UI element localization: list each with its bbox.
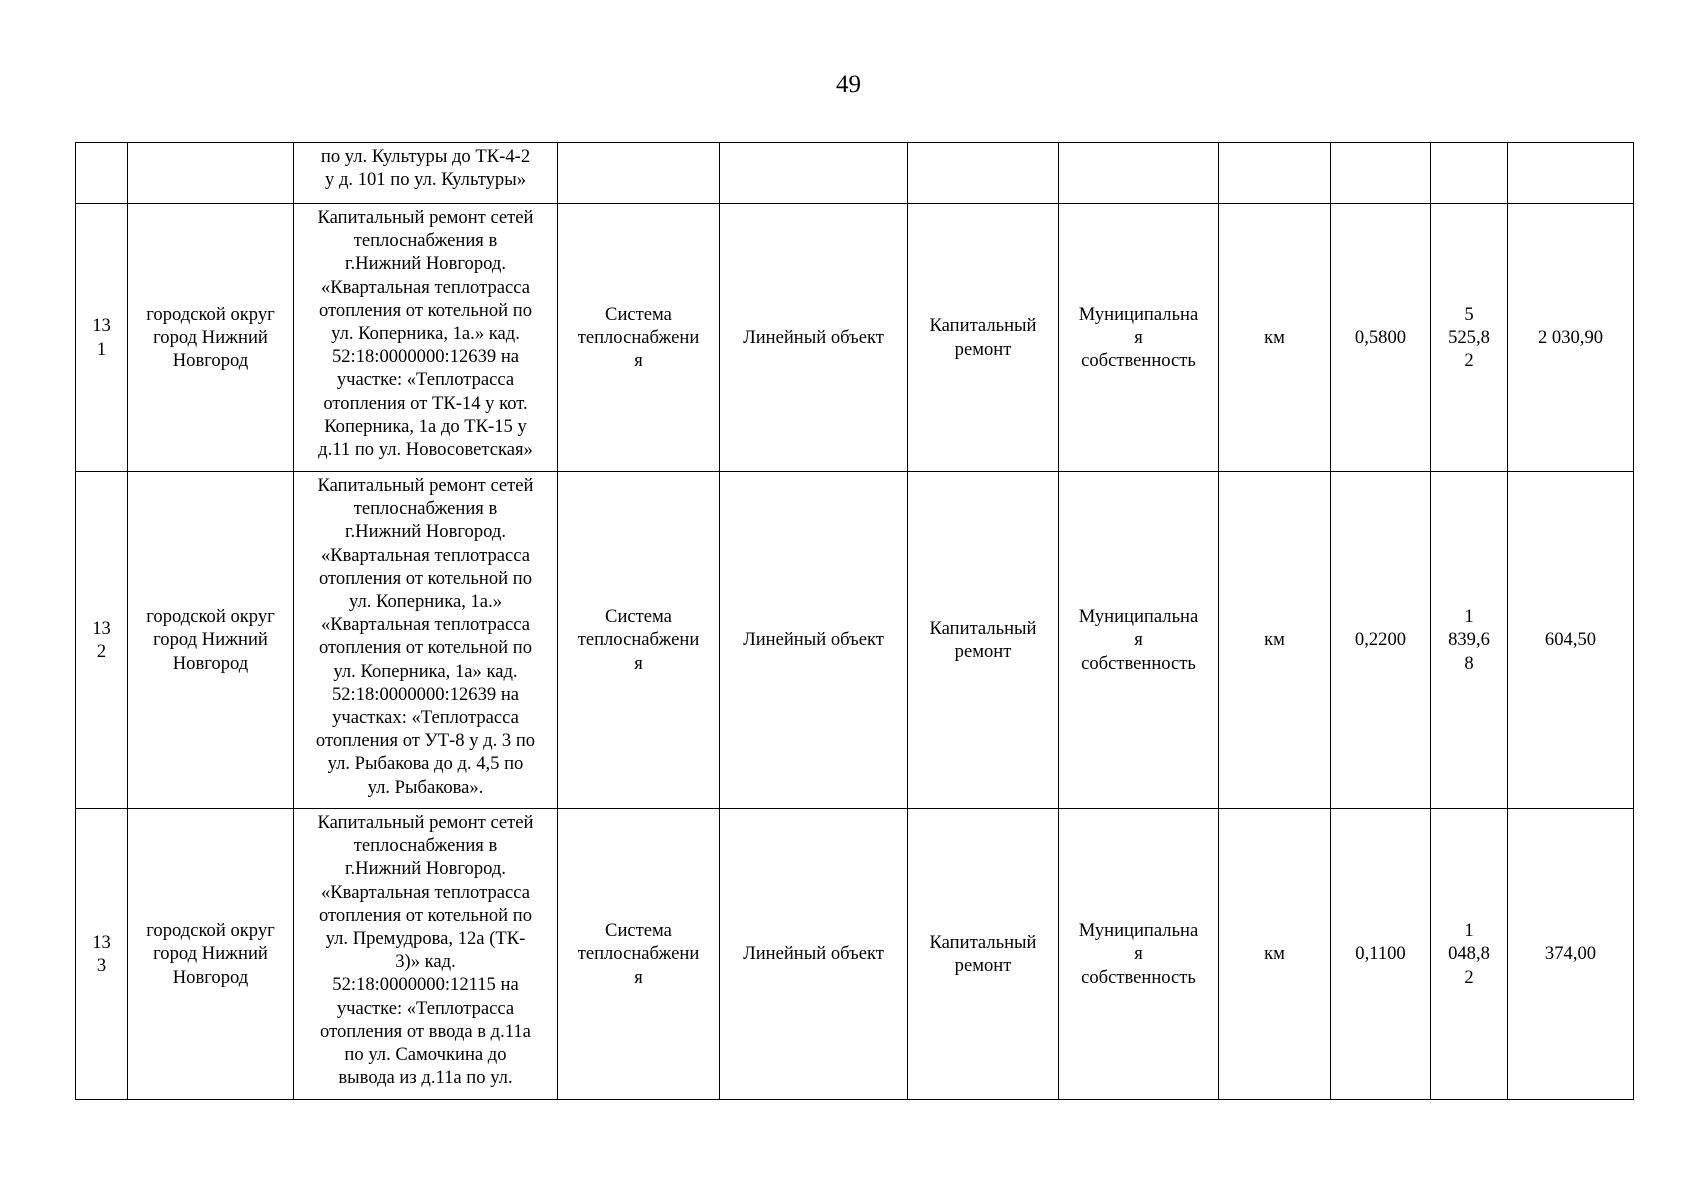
cell-system: Система теплоснабжени я [558,809,720,1100]
cell-work-type: Капитальный ремонт [908,809,1059,1100]
cell-object-type: Линейный объект [720,809,908,1100]
cell-cost-2: 604,50 [1508,472,1634,809]
table-row [76,472,1634,809]
cell-num: 13 3 [76,809,128,1100]
cell-work-type: Капитальный ремонт [908,472,1059,809]
cell-system [558,143,720,204]
cell-unit: км [1219,204,1331,472]
cell-num [76,143,128,204]
cell-description: по ул. Культуры до ТК-4-2 у д. 101 по ул. Культуры» [294,143,558,204]
cell-unit: км [1219,809,1331,1100]
cell-length: 0,5800 [1331,204,1431,472]
cell-territory: городской округ город Нижний Новгород [128,809,294,1100]
cell-territory: городской округ город Нижний Новгород [128,204,294,472]
cell-unit [1219,143,1331,204]
cell-length [1331,143,1431,204]
cell-description: Капитальный ремонт сетей теплоснабжения в г.Нижний Новгород. «Квартальная теплотрасса отопления от котельной по ул. Премудрова, 12а (ТК- 3)» кад. 52:18:0000000:12115 на участке: «Теплотрасса отопления от ввода в д.11а по ул. Самочкина до вывода из д.11а по ул. [294,809,558,1100]
cell-ownership: Муниципальна я собственность [1059,809,1219,1100]
cell-ownership: Муниципальна я собственность [1059,204,1219,472]
table-row [76,809,1634,1100]
cell-territory: городской округ город Нижний Новгород [128,472,294,809]
table-row [76,143,1634,204]
cell-length: 0,2200 [1331,472,1431,809]
cell-num: 13 2 [76,472,128,809]
cell-work-type: Капитальный ремонт [908,204,1059,472]
cell-object-type: Линейный объект [720,204,908,472]
cell-object-type [720,143,908,204]
cell-description: Капитальный ремонт сетей теплоснабжения в г.Нижний Новгород. «Квартальная теплотрасса отопления от котельной по ул. Коперника, 1а.» «Квартальная теплотрасса отопления от котельной по ул. Коперника, 1а» кад. 52:18:0000000:12639 на участках: «Теплотрасса отопления от УТ-8 у д. 3 по ул. Рыбакова до д. 4,5 по ул. Рыбакова». [294,472,558,809]
cell-cost-1: 1 048,8 2 [1431,809,1508,1100]
data-table [75,142,1634,1100]
cell-work-type [908,143,1059,204]
cell-cost-1: 1 839,6 8 [1431,472,1508,809]
cell-cost-2: 2 030,90 [1508,204,1634,472]
cell-system: Система теплоснабжени я [558,204,720,472]
cell-system: Система теплоснабжени я [558,472,720,809]
cell-cost-2: 374,00 [1508,809,1634,1100]
page-number: 49 [836,71,861,98]
cell-object-type: Линейный объект [720,472,908,809]
cell-description: Капитальный ремонт сетей теплоснабжения в г.Нижний Новгород. «Квартальная теплотрасса отопления от котельной по ул. Коперника, 1а.» кад. 52:18:0000000:12639 на участке: «Теплотрасса отопления от ТК-14 у кот. Коперника, 1а до ТК-15 у д.11 по ул. Новосоветская» [294,204,558,472]
cell-ownership [1059,143,1219,204]
cell-unit: км [1219,472,1331,809]
cell-territory [128,143,294,204]
cell-ownership: Муниципальна я собственность [1059,472,1219,809]
cell-cost-2 [1508,143,1634,204]
cell-cost-1 [1431,143,1508,204]
table-row [76,204,1634,472]
cell-num: 13 1 [76,204,128,472]
cell-cost-1: 5 525,8 2 [1431,204,1508,472]
cell-length: 0,1100 [1331,809,1431,1100]
